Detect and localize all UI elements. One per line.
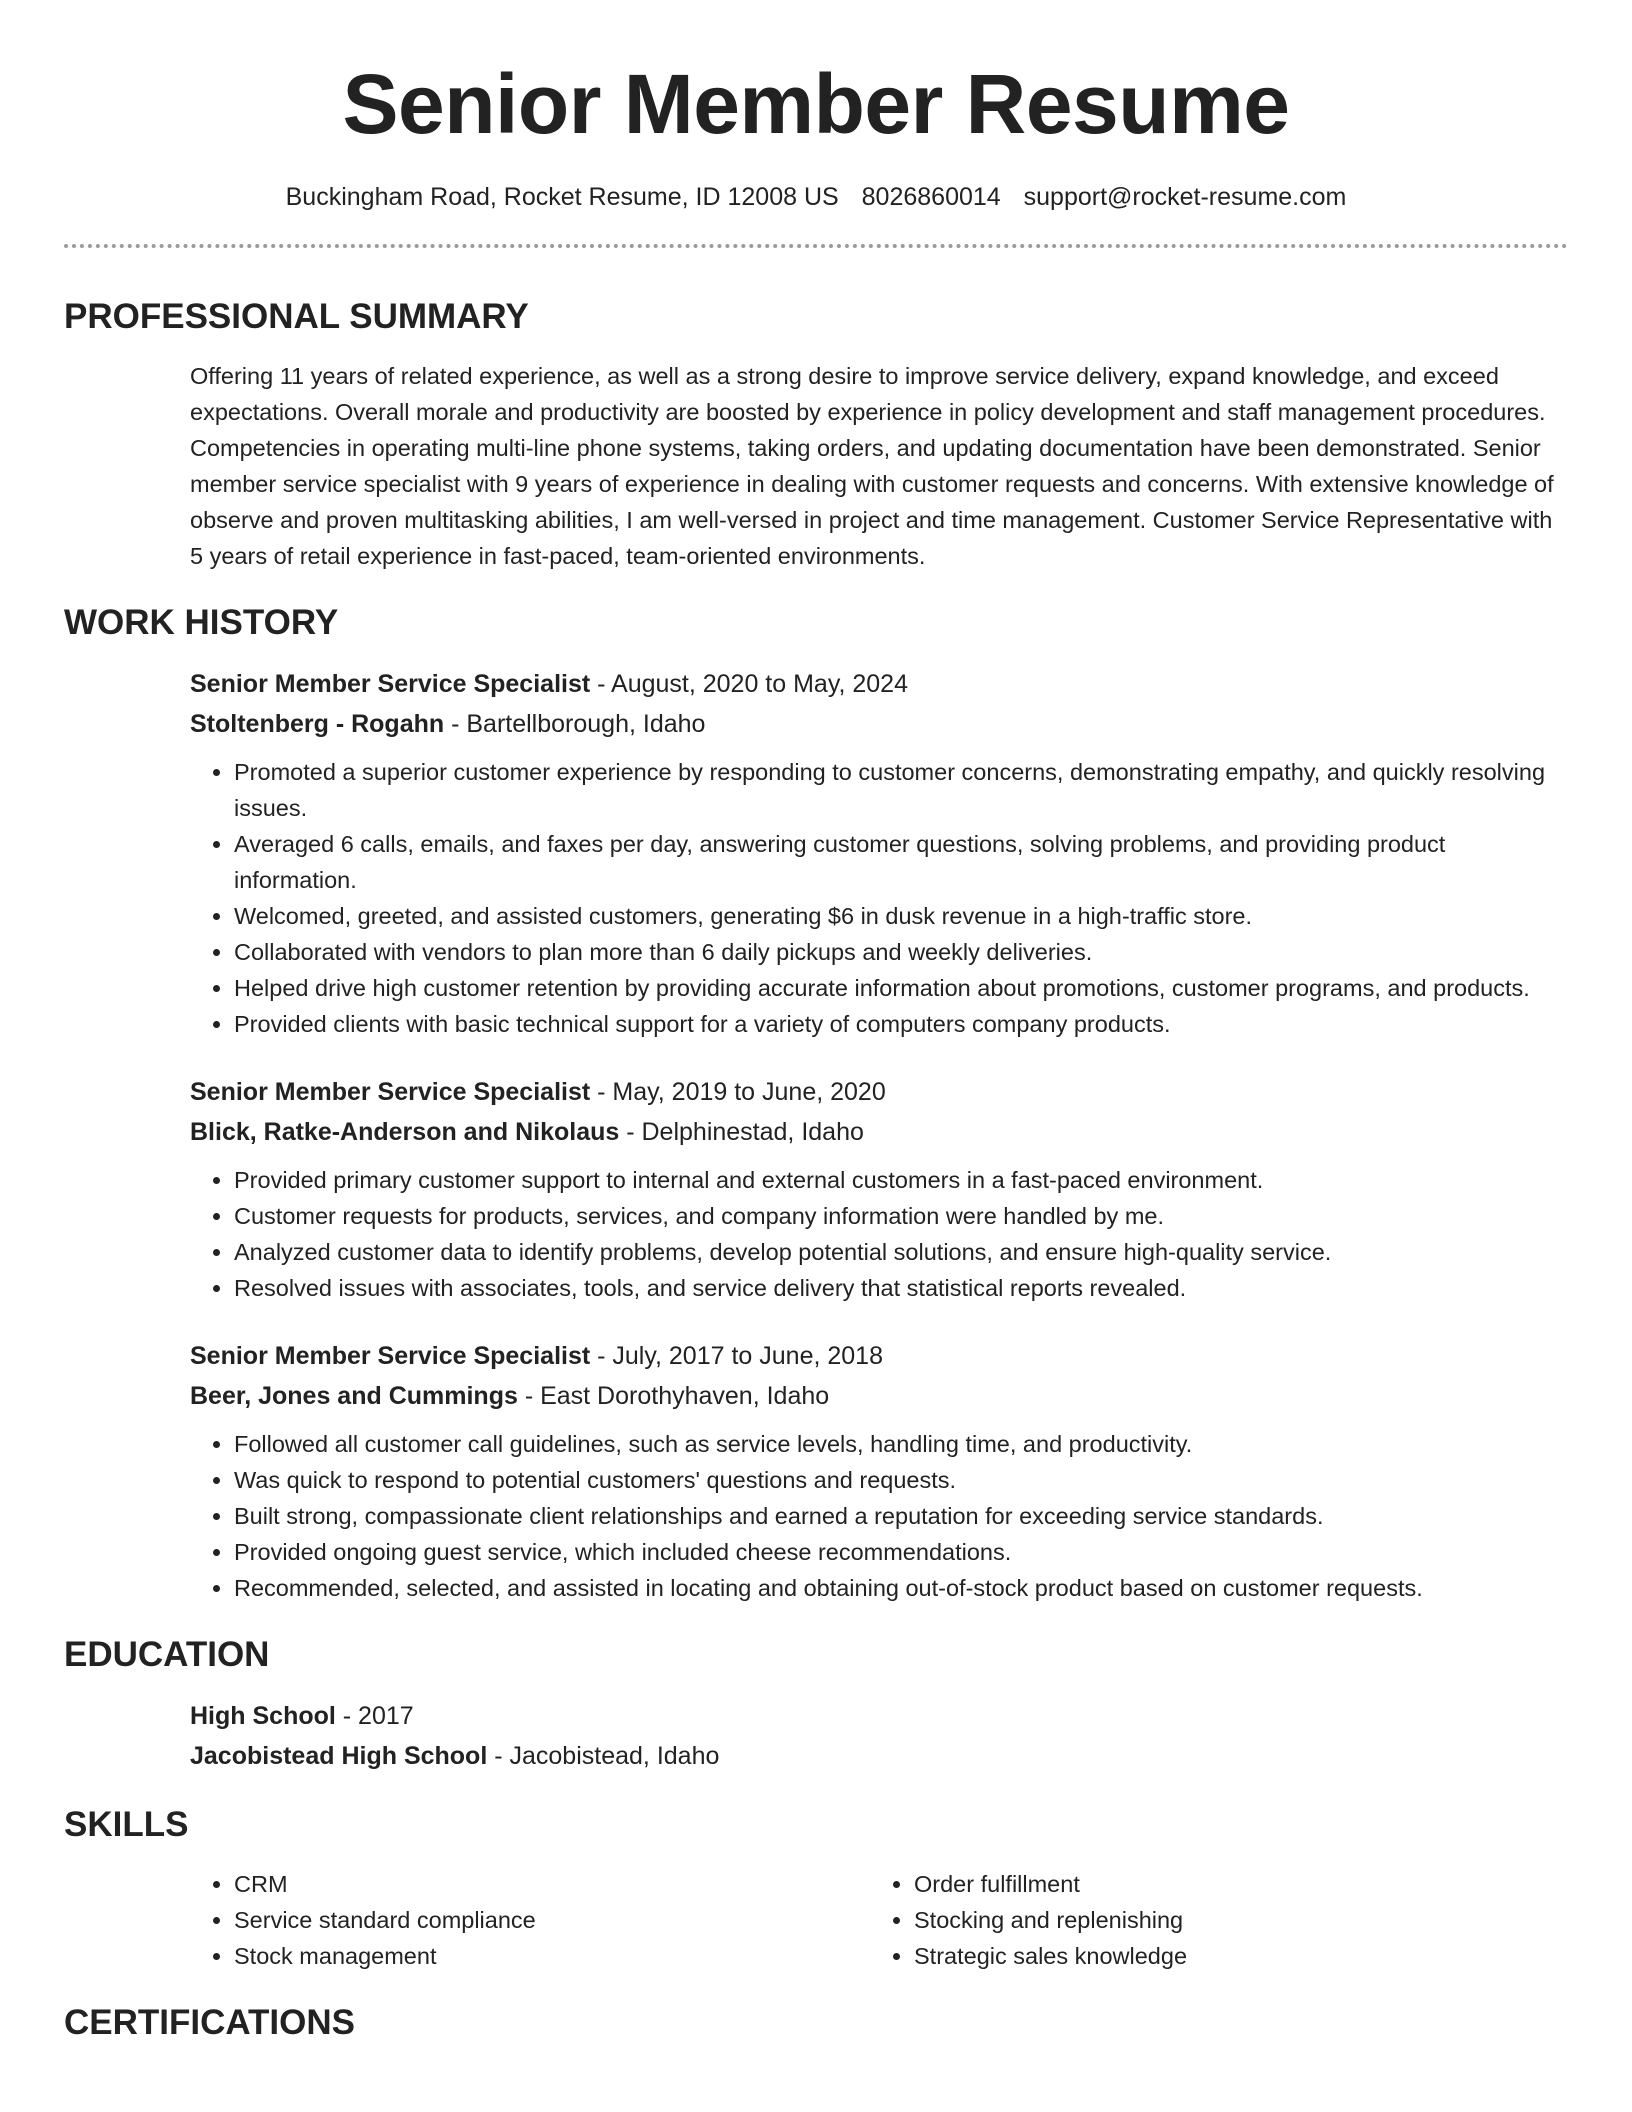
education-heading: EDUCATION (64, 1635, 270, 1674)
list-item: • Provided ongoing guest service, which included cheese recommendations. (234, 1534, 1568, 1570)
list-item: • Provided clients with basic technical support for a variety of computers company products. (234, 1006, 1568, 1042)
skill-item: • Strategic sales knowledge (914, 1938, 1550, 1974)
job-company-line (190, 1112, 1568, 1152)
list-item: • Followed all customer call guidelines, such as service levels, handling time, and productivity. (234, 1426, 1568, 1462)
job-role: Senior Member Service Specialist (190, 1342, 591, 1370)
contact-line (64, 180, 1568, 214)
contact-email: support@rocket-resume.com (1023, 183, 1347, 211)
job-company-line (190, 1376, 1568, 1416)
education-degree: High School (190, 1702, 336, 1730)
job-company: Beer, Jones and Cummings (190, 1382, 518, 1410)
resume-name: Senior Member Resume (342, 57, 1290, 151)
skills-column-right (870, 1866, 1550, 1974)
education-entry (190, 1696, 1568, 1776)
list-item: • Customer requests for products, services, and company information were handled by me. (234, 1198, 1568, 1234)
education-school: Jacobistead High School (190, 1742, 488, 1770)
summary-heading: PROFESSIONAL SUMMARY (64, 297, 529, 336)
list-item: • Provided primary customer support to internal and external customers in a fast-paced environment. (234, 1162, 1568, 1198)
list-item: • Helped drive high customer retention by providing accurate information about promotions, customer programs, and products. (234, 970, 1568, 1006)
contact-address: Buckingham Road, Rocket Resume, ID 12008 US (285, 183, 839, 211)
job-role: Senior Member Service Specialist (190, 1078, 591, 1106)
education-degree-line (190, 1696, 1568, 1736)
job-role: Senior Member Service Specialist (190, 670, 591, 698)
education-year: - 2017 (335, 1702, 414, 1730)
job-entry (190, 1072, 1568, 1306)
education-location: - Jacobistead, Idaho (487, 1742, 720, 1770)
list-item: • Welcomed, greeted, and assisted customers, generating $6 in dusk revenue in a high-traffic store. (234, 898, 1568, 934)
list-item: • Built strong, compassionate client relationships and earned a reputation for exceeding service standards. (234, 1498, 1568, 1534)
certifications-heading: CERTIFICATIONS (64, 2003, 356, 2042)
contact-phone: 8026860014 (861, 183, 1001, 211)
job-title-line (190, 664, 1568, 704)
skill-item: • Stocking and replenishing (914, 1902, 1550, 1938)
work-history-heading: WORK HISTORY (64, 603, 339, 642)
skills-grid (190, 1866, 1568, 1974)
job-title-line (190, 1336, 1568, 1376)
list-item: • Analyzed customer data to identify problems, develop potential solutions, and ensure high-quality service. (234, 1234, 1568, 1270)
job-bullets (190, 1426, 1568, 1606)
job-company-line (190, 704, 1568, 744)
job-dates: - July, 2017 to June, 2018 (590, 1342, 883, 1370)
education-school-line (190, 1736, 1568, 1776)
job-dates: - May, 2019 to June, 2020 (590, 1078, 886, 1106)
skill-item: • Stock management (234, 1938, 870, 1974)
job-company: Blick, Ratke-Anderson and Nikolaus (190, 1118, 620, 1146)
list-item: • Recommended, selected, and assisted in locating and obtaining out-of-stock product based on customer requests. (234, 1570, 1568, 1606)
job-dates: - August, 2020 to May, 2024 (590, 670, 908, 698)
job-bullets (190, 1162, 1568, 1306)
skills-heading: SKILLS (64, 1805, 189, 1844)
job-location: - East Dorothyhaven, Idaho (517, 1382, 830, 1410)
job-entry (190, 1336, 1568, 1606)
job-location: - Delphinestad, Idaho (619, 1118, 864, 1146)
list-item: • Was quick to respond to potential customers' questions and requests. (234, 1462, 1568, 1498)
header-divider (64, 244, 1568, 248)
resume-page (64, 0, 1568, 2044)
list-item: • Averaged 6 calls, emails, and faxes per day, answering customer questions, solving problems, and providing product information. (234, 826, 1568, 898)
skill-item: • Service standard compliance (234, 1902, 870, 1938)
job-location: - Bartellborough, Idaho (444, 710, 706, 738)
summary-text: Offering 11 years of related experience, as well as a strong desire to improve service delivery, expand knowledge, and exceed expectations. Overall morale and productivity are boosted by experience in policy development and staff management procedures. Competencies in operating multi-line phone systems, taking orders, and updating documentation have been demonstrated. Senior member service specialist with 9 years of experience in dealing with customer requests and concerns. With extensive knowledge of observe and proven multitasking abilities, I am well-versed in project and time management. Customer Service Representative with 5 years of retail experience in fast-paced, team-oriented environments. (190, 363, 1554, 569)
list-item: • Resolved issues with associates, tools, and service delivery that statistical reports revealed. (234, 1270, 1568, 1306)
list-item: • Collaborated with vendors to plan more than 6 daily pickups and weekly deliveries. (234, 934, 1568, 970)
list-item: • Promoted a superior customer experience by responding to customer concerns, demonstrating empathy, and quickly resolving issues. (234, 754, 1568, 826)
job-bullets (190, 754, 1568, 1042)
job-company: Stoltenberg - Rogahn (190, 710, 445, 738)
skill-item: • CRM (234, 1866, 870, 1902)
skill-item: • Order fulfillment (914, 1866, 1550, 1902)
job-title-line (190, 1072, 1568, 1112)
job-entry (190, 664, 1568, 1042)
skills-column-left (190, 1866, 870, 1974)
